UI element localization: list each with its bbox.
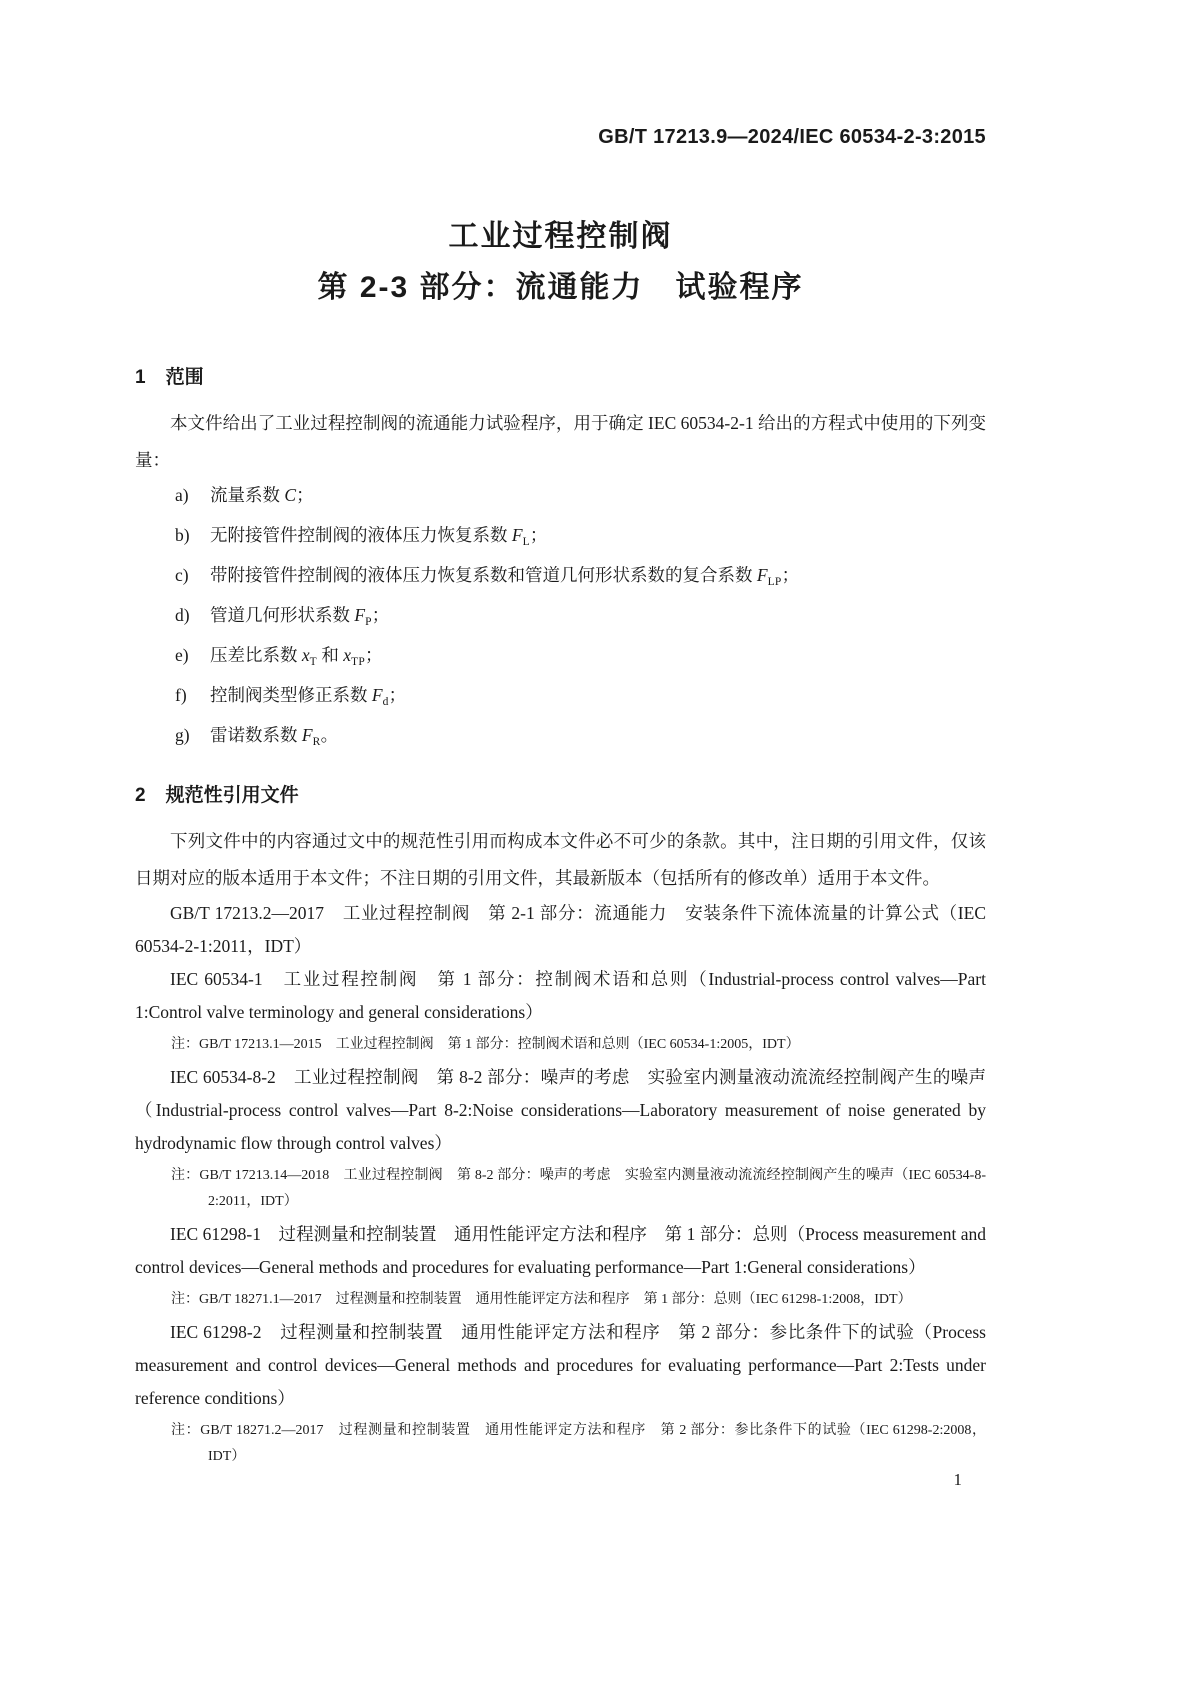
note-text: GB/T 18271.2—2017 过程测量和控制装置 通用性能评定方法和程序 第 2 部分：参比条件下的试验（IEC 61298-2:2008，IDT） (200, 1423, 986, 1464)
list-item-punctuation: 。 (320, 725, 339, 745)
list-item-punctuation: ； (296, 485, 314, 505)
list-item-label: b) (175, 525, 190, 545)
references-list (135, 897, 986, 1470)
note-label: 注： (171, 1292, 199, 1307)
list-item (135, 639, 986, 679)
title-line-1: 工业过程控制阀 (448, 220, 673, 253)
list-item-punctuation: ； (365, 645, 383, 665)
list-item-text: 雷诺数系数 (210, 725, 302, 745)
variable-symbol: F (354, 605, 366, 625)
list-item-label: d) (175, 605, 190, 625)
variable-subscript: d (382, 696, 389, 708)
scope-variable-list (135, 479, 986, 759)
list-item (135, 599, 986, 639)
references-intro-paragraph: 下列文件中的内容通过文中的规范性引用而构成本文件必不可少的条款。其中，注日期的引用文件，仅该日期对应的版本适用于本文件；不注日期的引用文件，其最新版本（包括所有的修改单）适用于本文件。 (135, 831, 986, 888)
reference-entry: IEC 60534-8-2 工业过程控制阀 第 8-2 部分：噪声的考虑 实验室内测量液动流流经控制阀产生的噪声（Industrial-process control valves—Part 8-2:Noise considerations—Laboratory measurement of noise generated by hydrodynamic flow through control valves） (135, 1067, 986, 1153)
section-number: 2 (135, 785, 146, 806)
reference-note (135, 1163, 986, 1215)
scope-intro-paragraph: 本文件给出了工业过程控制阀的流通能力试验程序，用于确定 IEC 60534-2-1 给出的方程式中使用的下列变量： (135, 413, 986, 470)
list-item-label: c) (175, 565, 189, 585)
list-item (135, 479, 986, 519)
note-label: 注： (171, 1037, 199, 1052)
note-label: 注： (171, 1423, 201, 1438)
reference-note (135, 1032, 986, 1058)
list-item-punctuation: ； (388, 685, 407, 705)
list-item-text: 和 (316, 645, 344, 665)
page-number: 1 (953, 1470, 962, 1489)
reference-entry: IEC 61298-2 过程测量和控制装置 通用性能评定方法和程序 第 2 部分：参比条件下的试验（Process measurement and control devices—General methods and procedures for evaluating performance—Part 2:Tests under reference conditions） (135, 1322, 986, 1408)
page-content (135, 0, 986, 1473)
note-text: GB/T 17213.14—2018 工业过程控制阀 第 8-2 部分：噪声的考虑 实验室内测量液动流流经控制阀产生的噪声（IEC 60534-8-2:2011，IDT） (199, 1168, 986, 1209)
note-text: GB/T 18271.1—2017 过程测量和控制装置 通用性能评定方法和程序 第 1 部分：总则（IEC 61298-1:2008，IDT） (199, 1292, 912, 1307)
variable-symbol: x (301, 645, 310, 665)
variable-symbol: x (343, 645, 352, 665)
list-item-text: 控制阀类型修正系数 (210, 685, 372, 705)
list-item (135, 679, 986, 719)
variable-subscript: P (365, 616, 372, 628)
list-item (135, 519, 986, 559)
list-item-label: g) (175, 725, 190, 745)
list-item-punctuation: ； (781, 565, 800, 585)
note-label: 注： (171, 1168, 200, 1183)
section-title: 规范性引用文件 (165, 785, 299, 806)
variable-symbol: C (284, 485, 297, 505)
variable-subscript: R (312, 736, 321, 748)
variable-subscript: L (522, 536, 530, 548)
standard-number: GB/T 17213.9—2024/IEC 60534-2-3:2015 (598, 126, 986, 148)
variable-symbol: F (371, 685, 383, 705)
section-title: 范围 (165, 367, 204, 388)
list-item (135, 719, 986, 759)
reference-entry: GB/T 17213.2—2017 工业过程控制阀 第 2-1 部分：流通能力 安装条件下流体流量的计算公式（IEC 60534-2-1:2011，IDT） (135, 903, 986, 956)
list-item (135, 559, 986, 599)
document-title (135, 211, 986, 313)
section-number: 1 (135, 367, 146, 388)
variable-subscript: T (309, 656, 317, 668)
list-item-text: 流量系数 (210, 485, 285, 505)
reference-entry: IEC 60534-1 工业过程控制阀 第 1 部分：控制阀术语和总则（Industrial-process control valves—Part 1:Control valve terminology and general considerations） (135, 969, 986, 1022)
variable-symbol: F (511, 525, 523, 545)
title-line-2: 第 2-3 部分：流通能力 试验程序 (317, 271, 804, 304)
list-item-text: 无附接管件控制阀的液体压力恢复系数 (210, 525, 512, 545)
variable-symbol: F (301, 725, 313, 745)
list-item-punctuation: ； (529, 525, 548, 545)
variable-symbol: F (756, 565, 768, 585)
reference-entry: IEC 61298-1 过程测量和控制装置 通用性能评定方法和程序 第 1 部分：总则（Process measurement and control devices—General methods and procedures for evaluating performance—Part 1:General considerations） (135, 1224, 986, 1277)
note-text: GB/T 17213.1—2015 工业过程控制阀 第 1 部分：控制阀术语和总则（IEC 60534-1:2005，IDT） (199, 1037, 800, 1052)
list-item-punctuation: ； (371, 605, 390, 625)
list-item-label: e) (175, 645, 189, 665)
list-item-label: f) (175, 685, 187, 705)
list-item-text: 带附接管件控制阀的液体压力恢复系数和管道几何形状系数的复合系数 (210, 565, 757, 585)
variable-subscript: LP (767, 576, 782, 588)
section-heading-scope (135, 365, 986, 391)
list-item-text: 压差比系数 (210, 645, 302, 665)
list-item-text: 管道几何形状系数 (210, 605, 355, 625)
reference-note (135, 1287, 986, 1313)
section-heading-references (135, 783, 986, 809)
reference-note (135, 1418, 986, 1470)
list-item-label: a) (175, 485, 189, 505)
variable-subscript: TP (351, 656, 366, 668)
